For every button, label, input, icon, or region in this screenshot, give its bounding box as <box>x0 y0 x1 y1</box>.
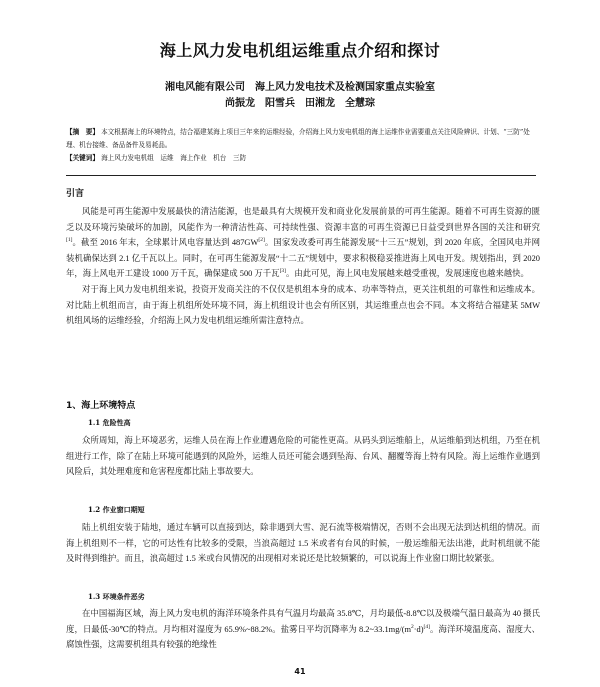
citation-ref: [4] <box>423 623 430 630</box>
citation-ref: [1] <box>66 237 73 244</box>
abstract-text: 本文根据海上的环境特点，结合福建某海上项目三年来的运维经验，介绍海上风力发电机组的海上运维作业需要重点关注风险辨识、计划、“三防”处理、机台接维、备品备件及易耗品。 <box>66 128 530 149</box>
s13-part-c: 。海洋环境温度高、湿度大、腐蚀性强，这需要机组具有较强的绝缘性 <box>66 624 540 650</box>
intro-heading: 引言 <box>66 189 85 199</box>
intro-body <box>66 204 540 329</box>
intro-p1-part-c: 。国家发改委可再生能源发展“十三五”规划，到 2020 年底，全国风电并网装机确保达到 2.1 亿千瓦以上。同时，在可再生能源发展“十二五”规划中，要求积极稳妥推进海上风电开发。规划指出，到 2020 年，海上风电开工建设 1000 万千瓦，确保建成 500 万千瓦 <box>66 238 541 279</box>
keywords-label: 【关键词】 <box>66 154 99 162</box>
section1-1-body <box>66 433 540 480</box>
abstract-block <box>66 126 536 165</box>
affiliation: 湘电风能有限公司 海上风力发电技术及检测国家重点实验室 <box>165 82 435 93</box>
page-number: 41 <box>294 667 306 676</box>
authors: 尚振龙 阳雪兵 田湘龙 全慧琮 <box>225 98 375 109</box>
s13-part-b: ·d) <box>413 624 424 634</box>
section1-2-heading: 1.2 作业窗口期短 <box>88 505 145 514</box>
section1-3-body <box>66 606 540 653</box>
citation-ref: [3] <box>279 268 286 275</box>
section1-2-body <box>66 520 540 567</box>
abstract-divider <box>66 175 536 176</box>
section1-2-paragraph: 陆上机组安装于陆地，通过车辆可以直接到达，除非遇到大雪、泥石流等极端情况，否则不会出现无法到达机组的情况。而海上机组则不一样，它的可达性有比较多的受限，当浪高超过 1.5 米或者有台风的时候，一般运维船无法出港，此时机组就不能及时得到维护。而且，浪高超过 1.5 米或台风情况的出现相对来说还是比较频繁的，可以说海上作业窗口期比较紧张。 <box>66 523 540 564</box>
keywords-text: 海上风力发电机组 运维 海上作业 机台 三防 <box>101 154 247 162</box>
section1-3-paragraph <box>66 606 540 653</box>
intro-p1-part-b: 。截至 2016 年末，全球累计风电容量达到 487GW <box>72 238 259 248</box>
intro-p1-part-a: 风能是可再生能源中发展最快的清洁能源，也是最具有大规模开发和商业化发展前景的可再生能源。随着不可再生资源的匮乏以及环境污染破坏的加剧，风能作为一种清洁性高、可持续性强、资源丰富的可再生资源已日益受到世界各国的关注和研究 <box>66 207 540 232</box>
keywords <box>66 152 536 165</box>
abstract-label: 【摘 要】 <box>66 128 99 136</box>
section1-1-paragraph: 众所周知，海上环境恶劣，运维人员在海上作业遭遇危险的可能性更高。从码头到运维船上，从运维船到达机组，乃至在机组进行工作，除了在陆上环境可能遇到的风险外，运维人员还可能会遇到坠海、台风、翻覆等海上特有风险。海上运维作业遇到风险后，其处理难度和危害程度都比陆上事故要大。 <box>66 436 540 477</box>
citation-ref: [2] <box>258 237 265 244</box>
paper-title: 海上风力发电机组运维重点介绍和探讨 <box>159 41 441 60</box>
superscript: 2 <box>411 623 414 630</box>
section1-heading: 1、海上环境特点 <box>66 401 136 411</box>
intro-p1-part-d: 。由此可见，海上风电发展越来越受重视，发展速度也越来越快。 <box>285 269 529 279</box>
intro-paragraph-2: 对于海上风力发电机组来说，投资开发商关注的不仅仅是机组本身的成本、功率等特点，更关注机组的可靠性和运维成本。对比陆上机组而言，由于海上机组所处环境不同，海上机组设计也会有所区别，其运维重点也会不同。本文将结合福建某 5MW 机组风场的运维经验，介绍海上风力发电机组运维所需注意特点。 <box>66 284 540 326</box>
abstract <box>66 126 536 152</box>
section1-1-heading: 1.1 危险性高 <box>88 418 131 427</box>
intro-paragraph-1 <box>66 204 540 282</box>
s13-part-a: 在中国福海区域，海上风力发电机的海洋环境条件具有气温月均最高 35.8℃，月均最低-8.8℃以及极端气温日最高为 40 摄氏度，日最低-30℃的特点。月均相对湿度为 65.9%~88.2%。盐雾日平均沉降率为 8.2~33.1mg/(m <box>66 609 540 634</box>
section1-3-heading: 1.3 环境条件恶劣 <box>88 592 145 601</box>
